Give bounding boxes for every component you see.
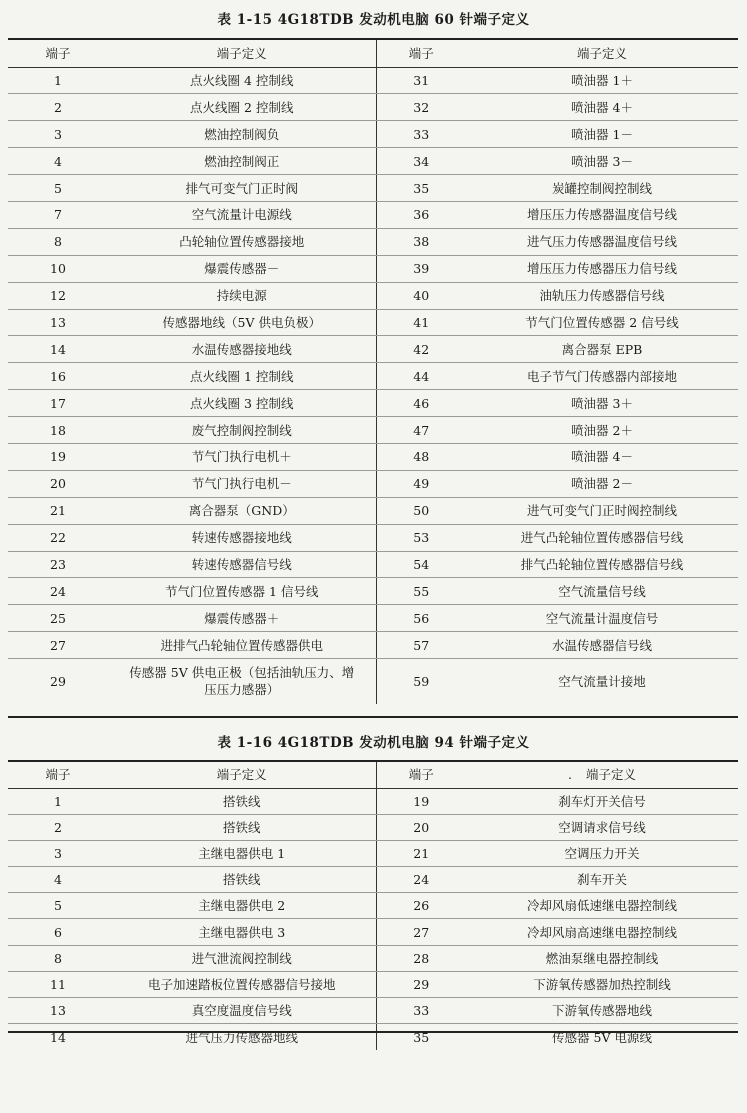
table-row bbox=[8, 417, 738, 444]
terminal-cell: 26 bbox=[376, 893, 466, 919]
definition-cell: 节气门位置传感器 2 信号线 bbox=[466, 309, 738, 336]
terminal-cell: 33 bbox=[376, 121, 466, 148]
header-stray-mark: . bbox=[568, 767, 572, 783]
definition-cell: 空调请求信号线 bbox=[466, 814, 738, 840]
table-row bbox=[8, 814, 738, 840]
terminal-cell: 40 bbox=[376, 282, 466, 309]
terminal-cell: 19 bbox=[8, 443, 108, 470]
terminal-cell: 14 bbox=[8, 336, 108, 363]
terminal-cell: 12 bbox=[8, 282, 108, 309]
terminal-cell: 3 bbox=[8, 840, 108, 866]
table-row bbox=[8, 201, 738, 228]
table-row bbox=[8, 524, 738, 551]
table-row bbox=[8, 867, 738, 893]
definition-cell: 水温传感器信号线 bbox=[466, 632, 738, 659]
definition-cell: 搭铁线 bbox=[108, 788, 376, 814]
definition-cell: 爆震传感器－ bbox=[108, 255, 376, 282]
col-header-terminal: 端子 bbox=[8, 762, 108, 788]
definition-cell: 点火线圈 4 控制线 bbox=[108, 67, 376, 94]
definition-cell: 冷却风扇低速继电器控制线 bbox=[466, 893, 738, 919]
definition-cell: 刹车开关 bbox=[466, 867, 738, 893]
definition-cell: 点火线圈 2 控制线 bbox=[108, 94, 376, 121]
terminal-cell: 2 bbox=[8, 94, 108, 121]
definition-cell: 下游氧传感器加热控制线 bbox=[466, 971, 738, 997]
definition-cell: 真空度温度信号线 bbox=[108, 998, 376, 1024]
definition-cell: 排气凸轮轴位置传感器信号线 bbox=[466, 551, 738, 578]
definition-cell: 燃油控制阀负 bbox=[108, 121, 376, 148]
table-1-16-caption: 表 1-16 4G18TDB 发动机电脑 94 针端子定义 bbox=[217, 735, 530, 751]
terminal-cell: 1 bbox=[8, 788, 108, 814]
col-header-definition: 端子定义 bbox=[108, 40, 376, 67]
table-row bbox=[8, 148, 738, 175]
definition-cell: 炭罐控制阀控制线 bbox=[466, 175, 738, 202]
table-1-15 bbox=[8, 40, 738, 704]
definition-cell: 点火线圈 1 控制线 bbox=[108, 363, 376, 390]
table-row bbox=[8, 309, 738, 336]
definition-cell: 离合器泵（GND） bbox=[108, 497, 376, 524]
terminal-cell: 17 bbox=[8, 390, 108, 417]
terminal-cell: 5 bbox=[8, 175, 108, 202]
col-header-definition: 端子定义 bbox=[108, 762, 376, 788]
table-row bbox=[8, 497, 738, 524]
terminal-cell: 48 bbox=[376, 443, 466, 470]
table-row bbox=[8, 363, 738, 390]
definition-cell: 持续电源 bbox=[108, 282, 376, 309]
table-1-16 bbox=[8, 762, 738, 1050]
definition-cell: 节气门执行电机－ bbox=[108, 470, 376, 497]
definition-cell: 电子加速踏板位置传感器信号接地 bbox=[108, 971, 376, 997]
definition-cell: 进气压力传感器地线 bbox=[108, 1024, 376, 1050]
terminal-cell: 18 bbox=[8, 417, 108, 444]
definition-cell: 搭铁线 bbox=[108, 867, 376, 893]
definition-cell: 水温传感器接地线 bbox=[108, 336, 376, 363]
table-row bbox=[8, 390, 738, 417]
definition-cell: 爆震传感器＋ bbox=[108, 605, 376, 632]
terminal-cell: 38 bbox=[376, 228, 466, 255]
definition-cell: 传感器 5V 供电正极（包括油轨压力、增压压力感器） bbox=[108, 659, 376, 704]
terminal-cell: 55 bbox=[376, 578, 466, 605]
col-header-terminal: 端子 bbox=[376, 762, 466, 788]
terminal-cell: 29 bbox=[376, 971, 466, 997]
terminal-cell: 10 bbox=[8, 255, 108, 282]
terminal-cell: 8 bbox=[8, 228, 108, 255]
terminal-cell: 56 bbox=[376, 605, 466, 632]
terminal-cell: 16 bbox=[8, 363, 108, 390]
terminal-cell: 33 bbox=[376, 998, 466, 1024]
table-row bbox=[8, 94, 738, 121]
definition-cell: 进气压力传感器温度信号线 bbox=[466, 228, 738, 255]
terminal-cell: 27 bbox=[8, 632, 108, 659]
terminal-cell: 28 bbox=[376, 945, 466, 971]
terminal-cell: 5 bbox=[8, 893, 108, 919]
table-row bbox=[8, 840, 738, 866]
table-row bbox=[8, 175, 738, 202]
table-row bbox=[8, 893, 738, 919]
table-row bbox=[8, 255, 738, 282]
definition-cell: 喷油器 2－ bbox=[466, 470, 738, 497]
definition-cell: 空气流量计电源线 bbox=[108, 201, 376, 228]
table-row bbox=[8, 659, 738, 704]
terminal-cell: 54 bbox=[376, 551, 466, 578]
terminal-cell: 49 bbox=[376, 470, 466, 497]
definition-cell: 传感器地线（5V 供电负极） bbox=[108, 309, 376, 336]
definition-cell: 电子节气门传感器内部接地 bbox=[466, 363, 738, 390]
definition-cell: 增压压力传感器压力信号线 bbox=[466, 255, 738, 282]
table-row bbox=[8, 632, 738, 659]
definition-cell: 主继电器供电 3 bbox=[108, 919, 376, 945]
terminal-cell: 13 bbox=[8, 309, 108, 336]
terminal-cell: 35 bbox=[413, 1029, 430, 1045]
definition-cell: 节气门位置传感器 1 信号线 bbox=[108, 578, 376, 605]
terminal-cell: 31 bbox=[376, 67, 466, 94]
table-row bbox=[8, 121, 738, 148]
terminal-cell: 34 bbox=[376, 148, 466, 175]
definition-cell: 排气可变气门正时阀 bbox=[108, 175, 376, 202]
terminal-cell: 14 bbox=[50, 1029, 66, 1045]
terminal-cell: 59 bbox=[413, 673, 430, 689]
table-row bbox=[8, 470, 738, 497]
terminal-cell: 7 bbox=[8, 201, 108, 228]
definition-cell: 转速传感器接地线 bbox=[108, 524, 376, 551]
table-row bbox=[8, 605, 738, 632]
terminal-cell: 21 bbox=[376, 840, 466, 866]
definition-cell: 离合器泵 EPB bbox=[466, 336, 738, 363]
terminal-cell: 13 bbox=[8, 998, 108, 1024]
terminal-cell: 25 bbox=[8, 605, 108, 632]
terminal-cell: 4 bbox=[8, 867, 108, 893]
definition-cell: 燃油控制阀正 bbox=[108, 148, 376, 175]
table-row bbox=[8, 443, 738, 470]
terminal-cell: 53 bbox=[376, 524, 466, 551]
terminal-cell: 24 bbox=[8, 578, 108, 605]
definition-cell: 喷油器 4＋ bbox=[466, 94, 738, 121]
terminal-cell: 2 bbox=[8, 814, 108, 840]
definition-cell: 搭铁线 bbox=[108, 814, 376, 840]
col-header-definition: 端子定义 bbox=[466, 40, 738, 67]
definition-cell: 废气控制阀控制线 bbox=[108, 417, 376, 444]
terminal-cell: 20 bbox=[8, 470, 108, 497]
terminal-cell: 8 bbox=[8, 945, 108, 971]
terminal-cell: 19 bbox=[376, 788, 466, 814]
terminal-cell: 39 bbox=[376, 255, 466, 282]
terminal-cell: 21 bbox=[8, 497, 108, 524]
definition-cell: 燃油泵继电器控制线 bbox=[466, 945, 738, 971]
table-row bbox=[8, 971, 738, 997]
definition-cell: 空气流量信号线 bbox=[466, 578, 738, 605]
definition-cell: 油轨压力传感器信号线 bbox=[466, 282, 738, 309]
table-1-15-caption: 表 1-15 4G18TDB 发动机电脑 60 针端子定义 bbox=[217, 12, 530, 28]
definition-cell: 节气门执行电机＋ bbox=[108, 443, 376, 470]
definition-cell: 空气流量计接地 bbox=[558, 673, 646, 689]
col-header-terminal: 端子 bbox=[376, 40, 466, 67]
terminal-cell: 35 bbox=[376, 175, 466, 202]
definition-cell: 喷油器 4－ bbox=[466, 443, 738, 470]
definition-cell: 主继电器供电 1 bbox=[108, 840, 376, 866]
definition-cell: 进排气凸轮轴位置传感器供电 bbox=[108, 632, 376, 659]
table-row bbox=[8, 1024, 738, 1050]
terminal-cell: 46 bbox=[376, 390, 466, 417]
definition-cell: 刹车灯开关信号 bbox=[466, 788, 738, 814]
col-header-definition: . 端子定义 bbox=[466, 762, 738, 788]
table-row bbox=[8, 228, 738, 255]
terminal-cell: 1 bbox=[8, 67, 108, 94]
table-row bbox=[8, 282, 738, 309]
definition-cell: 转速传感器信号线 bbox=[108, 551, 376, 578]
terminal-cell: 23 bbox=[8, 551, 108, 578]
table-row bbox=[8, 998, 738, 1024]
table-row bbox=[8, 67, 738, 94]
definition-cell: 空气流量计温度信号 bbox=[466, 605, 738, 632]
definition-cell: 喷油器 3＋ bbox=[466, 390, 738, 417]
table-2-bottom-rule bbox=[8, 1031, 738, 1033]
table-row bbox=[8, 945, 738, 971]
terminal-cell: 47 bbox=[376, 417, 466, 444]
definition-cell: 传感器 5V 电源线 bbox=[552, 1029, 652, 1045]
table-row bbox=[8, 919, 738, 945]
terminal-cell: 41 bbox=[376, 309, 466, 336]
terminal-cell: 22 bbox=[8, 524, 108, 551]
definition-cell: 喷油器 1－ bbox=[466, 121, 738, 148]
terminal-cell: 36 bbox=[376, 201, 466, 228]
definition-cell: 喷油器 3－ bbox=[466, 148, 738, 175]
terminal-cell: 11 bbox=[8, 971, 108, 997]
terminal-cell: 42 bbox=[376, 336, 466, 363]
terminal-cell: 20 bbox=[376, 814, 466, 840]
definition-cell: 主继电器供电 2 bbox=[108, 893, 376, 919]
definition-cell: 凸轮轴位置传感器接地 bbox=[108, 228, 376, 255]
terminal-cell: 50 bbox=[376, 497, 466, 524]
table-row bbox=[8, 336, 738, 363]
terminal-cell: 3 bbox=[8, 121, 108, 148]
definition-cell: 增压压力传感器温度信号线 bbox=[466, 201, 738, 228]
definition-cell: 下游氧传感器地线 bbox=[466, 998, 738, 1024]
table-row bbox=[8, 788, 738, 814]
definition-cell: 点火线圈 3 控制线 bbox=[108, 390, 376, 417]
col-header-terminal: 端子 bbox=[8, 40, 108, 67]
terminal-cell: 6 bbox=[8, 919, 108, 945]
terminal-cell: 24 bbox=[376, 867, 466, 893]
table-row bbox=[8, 578, 738, 605]
terminal-cell: 57 bbox=[376, 632, 466, 659]
definition-cell: 喷油器 1＋ bbox=[466, 67, 738, 94]
definition-cell: 进气凸轮轴位置传感器信号线 bbox=[466, 524, 738, 551]
definition-cell: 进气泄流阀控制线 bbox=[108, 945, 376, 971]
terminal-cell: 44 bbox=[376, 363, 466, 390]
terminal-cell: 29 bbox=[50, 673, 66, 689]
definition-cell: 冷却风扇高速继电器控制线 bbox=[466, 919, 738, 945]
table-row bbox=[8, 551, 738, 578]
definition-cell: 进气可变气门正时阀控制线 bbox=[466, 497, 738, 524]
definition-cell: 空调压力开关 bbox=[466, 840, 738, 866]
terminal-cell: 27 bbox=[376, 919, 466, 945]
definition-cell: 喷油器 2＋ bbox=[466, 417, 738, 444]
terminal-cell: 4 bbox=[8, 148, 108, 175]
table-1-bottom-rule bbox=[8, 716, 738, 718]
terminal-cell: 32 bbox=[376, 94, 466, 121]
